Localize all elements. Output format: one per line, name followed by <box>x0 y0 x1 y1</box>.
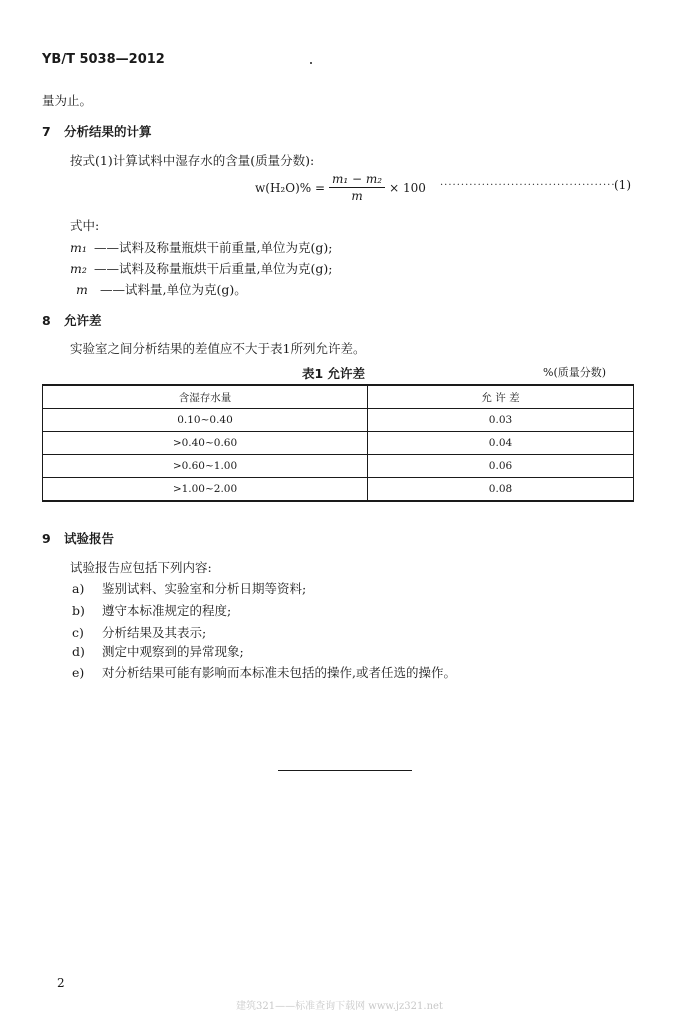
formula-denominator: m <box>351 189 363 203</box>
table-header-row <box>43 385 634 409</box>
section-8-heading <box>42 311 102 329</box>
section-9-number: 9 <box>42 531 51 546</box>
list-item <box>72 642 244 660</box>
formula-leader-dots: ·········································· <box>440 180 616 191</box>
document-code-header: YB/T 5038—2012 <box>42 52 165 67</box>
variable-symbol: m₂ <box>70 261 87 276</box>
page-number: 2 <box>57 976 65 990</box>
table-unit: %(质量分数) <box>543 366 607 379</box>
variable-m2 <box>70 259 332 277</box>
list-label: d) <box>72 644 85 659</box>
end-rule <box>278 770 412 771</box>
moisture-formula <box>255 172 426 203</box>
equation-number: (1) <box>614 178 631 192</box>
section-7-heading <box>42 122 152 140</box>
section-8-lead: 实验室之间分析结果的差值应不大于表1所列允许差。 <box>70 341 366 356</box>
table-row <box>43 455 634 478</box>
scan-speck <box>310 62 312 64</box>
moisture-range-cell: >0.40~0.60 <box>43 432 368 455</box>
list-label: e) <box>72 665 85 680</box>
list-text: 分析结果及其表示; <box>102 625 207 640</box>
list-text: 测定中观察到的异常现象; <box>102 644 244 659</box>
section-7-number: 7 <box>42 124 51 139</box>
header-tolerance: 允 许 差 <box>368 385 634 409</box>
list-text: 对分析结果可能有影响而本标准未包括的操作,或者任选的操作。 <box>102 665 456 680</box>
section-8-title: 允许差 <box>64 313 102 328</box>
list-item <box>72 623 206 641</box>
section-9-lead: 试验报告应包括下列内容: <box>70 560 212 575</box>
tolerance-cell: 0.08 <box>368 478 634 502</box>
list-label: c) <box>72 625 84 640</box>
variable-definition: ——试料及称量瓶烘干后重量,单位为克(g); <box>94 261 333 276</box>
variable-symbol: m₁ <box>70 240 87 255</box>
list-item <box>72 663 456 681</box>
tolerance-table <box>42 384 634 502</box>
table-row <box>43 478 634 502</box>
footer-watermark: 建筑321——标准查询下载网 www.jz321.net <box>236 1001 443 1012</box>
table-caption: 表1 允许差 <box>302 366 366 381</box>
section-9-heading <box>42 529 114 547</box>
formula-multiplier: × 100 <box>389 180 426 195</box>
list-label: b) <box>72 603 85 618</box>
variable-symbol: m <box>76 282 88 297</box>
list-item <box>72 579 306 597</box>
variable-definition: ——试料量,单位为克(g)。 <box>100 282 247 297</box>
list-item <box>72 601 231 619</box>
list-text: 遵守本标准规定的程度; <box>102 603 232 618</box>
continued-text: 量为止。 <box>42 93 93 108</box>
list-text: 鉴别试料、实验室和分析日期等资料; <box>102 581 307 596</box>
tolerance-cell: 0.03 <box>368 409 634 432</box>
section-7-lead: 按式(1)计算试料中湿存水的含量(质量分数): <box>70 153 315 168</box>
table-row <box>43 432 634 455</box>
moisture-range-cell: >1.00~2.00 <box>43 478 368 502</box>
where-label: 式中: <box>70 218 100 233</box>
variable-m1 <box>70 238 332 256</box>
variable-m <box>76 280 247 298</box>
formula-fraction <box>329 172 385 203</box>
section-9-title: 试验报告 <box>64 531 115 546</box>
section-8-number: 8 <box>42 313 51 328</box>
moisture-range-cell: >0.60~1.00 <box>43 455 368 478</box>
formula-numerator: m₁ − m₂ <box>329 172 385 188</box>
table-row <box>43 409 634 432</box>
tolerance-cell: 0.04 <box>368 432 634 455</box>
formula-lhs: w(H₂O)% = <box>255 180 326 195</box>
section-7-title: 分析结果的计算 <box>64 124 152 139</box>
tolerance-cell: 0.06 <box>368 455 634 478</box>
header-moisture-content: 含湿存水量 <box>43 385 368 409</box>
list-label: a) <box>72 581 85 596</box>
variable-definition: ——试料及称量瓶烘干前重量,单位为克(g); <box>94 240 333 255</box>
moisture-range-cell: 0.10~0.40 <box>43 409 368 432</box>
